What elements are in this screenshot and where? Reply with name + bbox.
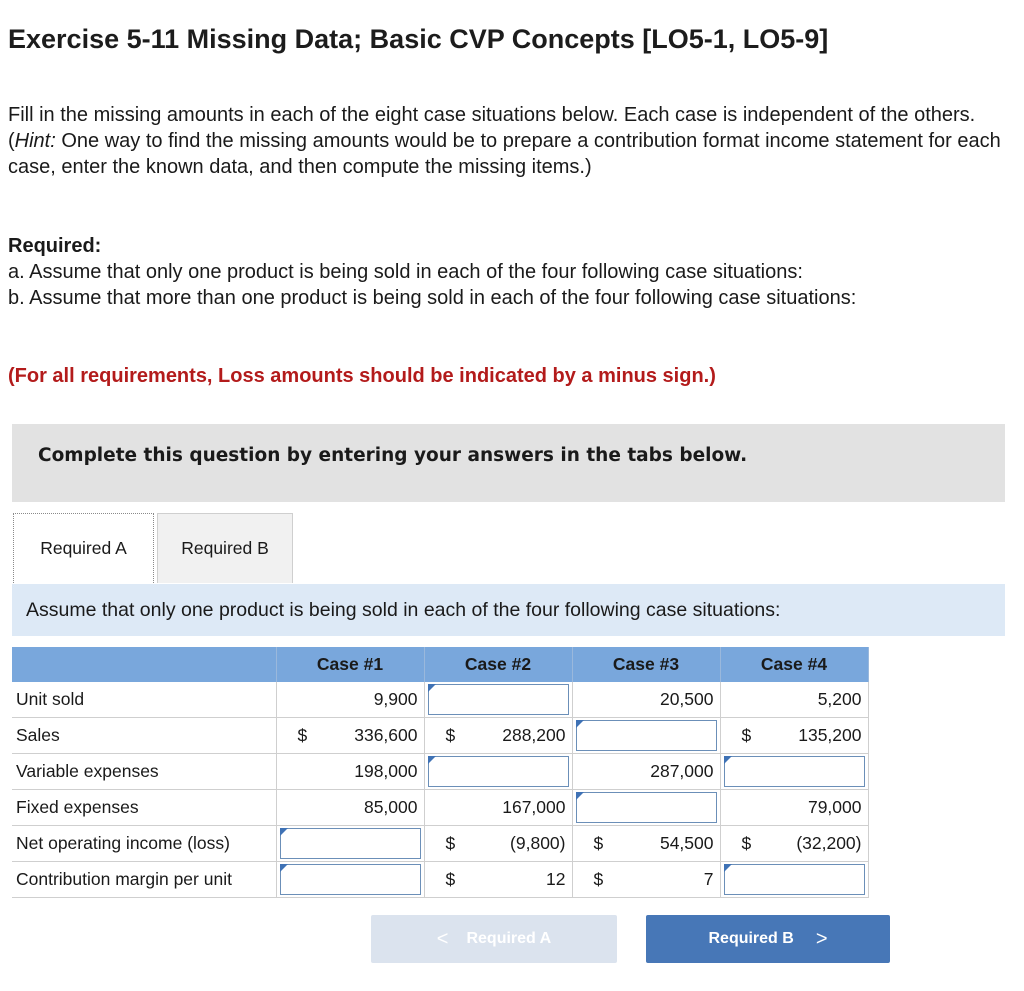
cell-case-1 xyxy=(276,682,424,718)
answer-input[interactable] xyxy=(724,756,865,787)
table-row xyxy=(12,718,868,754)
instruction-banner xyxy=(12,424,1005,502)
required-b-text: b. Assume that more than one product is being sold in each of the four following case situations: xyxy=(8,287,857,309)
answer-input[interactable] xyxy=(724,864,865,895)
input-flag-icon xyxy=(724,756,732,764)
cell-case-3[interactable] xyxy=(572,790,720,826)
required-section xyxy=(8,233,1003,311)
instructions: Fill in the missing amounts in each of the eight case situations below. Each case is independent of the others. (Hint: One way to find the missing amounts would be to prepare a contribution format income statement for each case, enter the known data, and then compute the missing items.) xyxy=(8,104,1001,178)
dollar-sign: $ xyxy=(445,725,456,745)
cell-case-1[interactable] xyxy=(276,826,424,862)
banner-text: Complete this question by entering your answers in the tabs below. xyxy=(38,445,748,466)
answer-input[interactable] xyxy=(428,756,569,787)
cell-case-3 xyxy=(572,826,720,862)
row-label: Variable expenses xyxy=(12,754,276,790)
cell-value: 336,600 xyxy=(354,725,418,745)
dollar-sign: $ xyxy=(593,869,604,889)
cell-case-2 xyxy=(424,790,572,826)
dollar-sign: $ xyxy=(445,869,456,889)
cell-case-4 xyxy=(720,826,868,862)
cell-value: (9,800) xyxy=(510,833,566,853)
cell-case-2[interactable] xyxy=(424,682,572,718)
cell-case-1 xyxy=(276,754,424,790)
dollar-sign: $ xyxy=(445,833,456,853)
answer-input[interactable] xyxy=(576,720,717,751)
cell-case-3 xyxy=(572,754,720,790)
cell-case-4[interactable] xyxy=(720,862,868,898)
cell-value: 288,200 xyxy=(502,725,566,745)
cell-case-2 xyxy=(424,862,572,898)
chevron-right-icon: > xyxy=(815,927,828,950)
header-case-3: Case #3 xyxy=(572,647,720,682)
answer-input[interactable] xyxy=(576,792,717,823)
loss-sign-note: (For all requirements, Loss amounts should be indicated by a minus sign.) xyxy=(8,365,716,387)
table-row xyxy=(12,862,868,898)
input-flag-icon xyxy=(576,720,584,728)
cell-value: 287,000 xyxy=(650,761,714,781)
header-blank xyxy=(12,647,276,682)
table-row xyxy=(12,754,868,790)
cell-case-3[interactable] xyxy=(572,718,720,754)
dollar-sign: $ xyxy=(741,725,752,745)
row-label: Fixed expenses xyxy=(12,790,276,826)
cell-case-4 xyxy=(720,682,868,718)
header-case-1: Case #1 xyxy=(276,647,424,682)
cell-value: 85,000 xyxy=(363,797,418,817)
row-label: Sales xyxy=(12,718,276,754)
dollar-sign: $ xyxy=(593,833,604,853)
dollar-sign: $ xyxy=(297,725,308,745)
answer-input[interactable] xyxy=(280,864,421,895)
cell-value: 5,200 xyxy=(817,689,862,709)
cell-case-4 xyxy=(720,718,868,754)
cvp-table xyxy=(12,647,869,898)
cell-case-4 xyxy=(720,790,868,826)
table-row xyxy=(12,826,868,862)
cell-value: (32,200) xyxy=(796,833,862,853)
cell-value: 9,900 xyxy=(373,689,418,709)
cell-case-4[interactable] xyxy=(720,754,868,790)
input-flag-icon xyxy=(428,756,436,764)
cell-case-2 xyxy=(424,826,572,862)
answer-input[interactable] xyxy=(428,684,569,715)
answer-input[interactable] xyxy=(280,828,421,859)
panel-heading xyxy=(12,584,1005,636)
cell-value: 7 xyxy=(703,869,714,889)
header-case-2: Case #2 xyxy=(424,647,572,682)
input-flag-icon xyxy=(280,864,288,872)
cell-value: 54,500 xyxy=(659,833,714,853)
row-label: Net operating income (loss) xyxy=(12,826,276,862)
tab-required-b[interactable]: Required B xyxy=(157,513,293,583)
panel-heading-text: Assume that only one product is being sold in each of the four following case situations: xyxy=(26,599,781,621)
cell-case-1 xyxy=(276,790,424,826)
prev-required-button[interactable] xyxy=(371,915,617,963)
row-label: Unit sold xyxy=(12,682,276,718)
input-flag-icon xyxy=(428,684,436,692)
dollar-sign: $ xyxy=(741,833,752,853)
cell-value: 167,000 xyxy=(502,797,566,817)
prev-button-label: Required A xyxy=(466,930,552,947)
cell-value: 135,200 xyxy=(798,725,862,745)
cell-value: 79,000 xyxy=(807,797,862,817)
next-required-button[interactable] xyxy=(646,915,890,963)
cell-value: 20,500 xyxy=(659,689,714,709)
input-flag-icon xyxy=(724,864,732,872)
next-button-label: Required B xyxy=(708,930,794,947)
table-row xyxy=(12,790,868,826)
cell-case-2 xyxy=(424,718,572,754)
chevron-left-icon: < xyxy=(436,927,449,950)
exercise-title: Exercise 5-11 Missing Data; Basic CVP Concepts [LO5-1, LO5-9] xyxy=(8,24,829,54)
input-flag-icon xyxy=(280,828,288,836)
required-heading: Required: xyxy=(8,235,102,257)
row-label: Contribution margin per unit xyxy=(12,862,276,898)
cell-case-3 xyxy=(572,682,720,718)
cell-case-2[interactable] xyxy=(424,754,572,790)
tab-required-a[interactable]: Required A xyxy=(13,513,154,583)
cell-case-1[interactable] xyxy=(276,862,424,898)
cell-value: 198,000 xyxy=(354,761,418,781)
cell-value: 12 xyxy=(546,869,566,889)
cell-case-1 xyxy=(276,718,424,754)
required-a-text: a. Assume that only one product is being sold in each of the four following case situations: xyxy=(8,261,803,283)
header-case-4: Case #4 xyxy=(720,647,868,682)
table-row xyxy=(12,682,868,718)
table-header-row xyxy=(12,647,868,682)
cell-case-3 xyxy=(572,862,720,898)
input-flag-icon xyxy=(576,792,584,800)
